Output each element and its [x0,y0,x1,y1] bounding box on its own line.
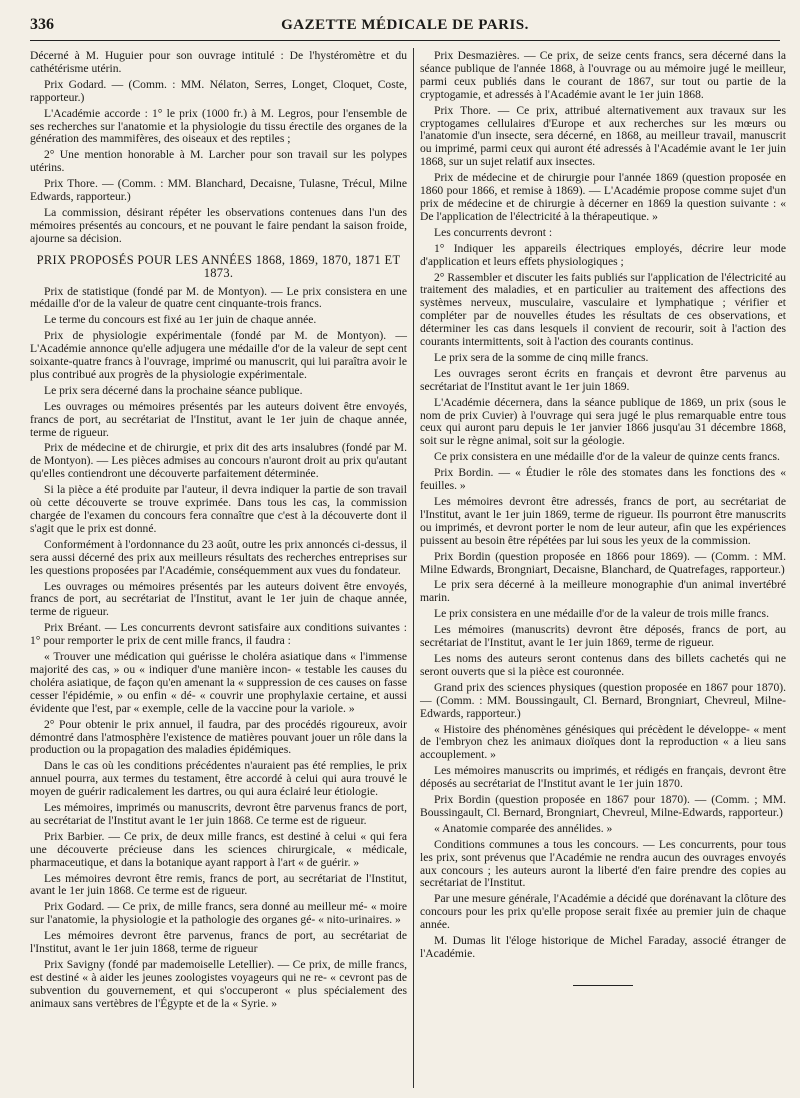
paragraph: Le prix sera décerné dans la prochaine séance publique. [44,383,303,397]
paragraph: Les mémoires devront être remis, francs de port, au secrétariat de l'Institut, avant le 1er juin 1868. Ce terme est de rigueur. [30,871,407,898]
left-column [30,50,407,1014]
paragraph: Les ouvrages ou mémoires présentés par les auteurs doivent être envoyés, francs de port, au secrétariat de l'Institut, avant le 1er juin de chaque année, terme de rigueur. [30,579,407,619]
paragraph: La commission, désirant répéter les observations contenues dans l'un des mémoires présentés au concours, et ne pouvant le faire pendant la saison froide, ajourne sa décision. [30,205,407,245]
column-divider [413,48,414,1088]
paragraph: 2° Pour obtenir le prix annuel, il faudra, par des procédés rigoureux, avoir démontré dans l'atmosphère l'existence de matières pouvant jouer un rôle dans la production ou la propagation des maladies épidémiques. [30,717,407,757]
paragraph: Prix Godard. — (Comm. : MM. Nélaton, Serres, Longet, Cloquet, Coste, rapporteur.) [30,77,407,104]
paragraph: « Trouver une médication qui guérisse le choléra asiatique dans « l'immense majorité des cas, » ou « indiquer d'une manière incon- « testable les causes du choléra asiatique, de façon qu'en amenant la « suppression de ces causes on fasse cesser l'épidémie, » ou enfin « dé- « couvrir une prophylaxie certaine, et aussi évidente que l'est, par « exemple, celle de la vaccine pour la variole. » [30,650,407,715]
paragraph: Les mémoires manuscrits ou imprimés, et rédigés en français, devront être déposés au secrétariat de l'Institut avant le 1er juin 1870. [420,764,786,791]
paragraph: Le prix consistera en une médaille d'or de la valeur de trois mille francs. [434,607,769,621]
paragraph: 1° Indiquer les appareils électriques employés, décrire leur mode d'application et leurs effets physiologiques ; [420,241,786,268]
paragraph: Prix Desmazières. — Ce prix, de seize cents francs, sera décerné dans la séance publique de l'année 1868, à l'ouvrage ou au mémoire jugé le meilleur, parmi ceux publiés dans le courant de 1867, sur tout ou partie de la cryptogamie, et adressés à l'Académie avant le 1er juin 1868. [420,49,786,101]
page-number: 336 [30,16,54,33]
end-rule [573,985,633,986]
paragraph: Si la pièce a été produite par l'auteur, il devra indiquer la partie de son travail où cette découverte se trouve exprimée. Dans tous les cas, la commission chargée de l'examen du concours fera connaître que c'est à la découverte dont il s'agit que le prix est donné. [30,483,407,535]
paragraph: Décerné à M. Huguier pour son ouvrage intitulé : De l'hystéromètre et du cathétérisme utérin. [30,49,407,75]
paragraph: Les noms des auteurs seront contenus dans des billets cachetés qui ne seront ouverts que si la pièce est couronnée. [420,651,786,678]
paragraph: 2° Rassembler et discuter les faits publiés sur l'application de l'électricité au traitement des maladies, et en particulier au traitement des affections des systèmes nerveux, musculaire, vasculaire et lymphatique ; vérifier et compléter par de nouvelles études les résultats de ces observations, et déterminer les cas dans lesquels il convient de recourir, soit à l'action des courants intermittents, soit à l'action des courants continus. [420,270,786,349]
paragraph: Les ouvrages seront écrits en français et devront être parvenus au secrétariat de l'Institut avant le 1er juin 1869. [420,366,786,393]
right-column [420,50,786,986]
paragraph: L'Académie décernera, dans la séance publique de 1869, un prix (sous le nom de prix Cuvier) à l'ouvrage qui sera jugé le plus remarquable entre tous ceux qui auront paru depuis le 1er janvier 1866 jusqu'au 31 décembre 1868, soit sur le règne animal, soit sur la géologie. [420,395,786,448]
paragraph: Prix Bordin. — « Étudier le rôle des stomates dans les fonctions des « feuilles. » [420,466,786,493]
paragraph: Prix Savigny (fondé par mademoiselle Letellier). — Ce prix, de mille francs, est destiné « à aider les jeunes zoologistes voyageurs qui ne re- « cevront pas de subvention du gouvernement, et qui s'occuperont « plus spécialement des animaux sans vertèbres de l'Égypte et de la « Syrie. » [30,958,407,1010]
paragraph: Conditions communes a tous les concours. — Les concurrents, pour tous les prix, sont prévenus que l'Académie ne rendra aucun des ouvrages envoyés aux concours ; les auteurs auront la liberté d'en faire prendre des copies au secrétariat de l'Institut. [420,837,786,890]
paragraph: Prix de médecine et de chirurgie, et prix dit des arts insalubres (fondé par M. de Montyon). — Les pièces admises au concours n'auront droit au prix qu'autant qu'elles contiendront une découverte parfaitement déterminée. [30,441,407,481]
paragraph: 2° Une mention honorable à M. Larcher pour son travail sur les polypes utérins. [30,148,407,175]
paragraph: Les concurrents devront : [434,225,553,239]
paragraph: Les mémoires devront être parvenus, francs de port, au secrétariat de l'Institut, avant le 1er juin 1868, terme de rigueur [30,929,407,956]
paragraph: Prix de physiologie expérimentale (fondé par M. de Montyon). — L'Académie annonce qu'elle adjugera une médaille d'or de la valeur de sept cent soixante-quatre francs à l'ouvrage, imprimé ou manuscrit, qui lui paraîtra avoir le plus contribué aux progrès de la physiologie expérimentale. [30,329,407,381]
paragraph: Le terme du concours est fixé au 1er juin de chaque année. [44,313,317,327]
paragraph: Les mémoires (manuscrits) devront être déposés, francs de port, au secrétariat de l'Institut, avant le 1er juin 1869, terme de rigueur. [420,623,786,650]
paragraph: Les mémoires devront être adressés, francs de port, au secrétariat de l'Institut, avant le 1er juin 1869, terme de rigueur. Ils pourront être manuscrits ou imprimés, et devront porter le nom de leur auteur, afin que les expériences puissent au besoin être répétées par lui sous les yeux de la commission. [420,495,786,547]
paragraph: « Anatomie comparée des annélides. » [434,821,613,835]
section-heading: PRIX PROPOSÉS POUR LES ANNÉES 1868, 1869, 1870, 1871 ET 1873. [36,252,401,280]
paragraph: « Histoire des phénomènes génésiques qui précèdent le développe- « ment de l'embryon chez les animaux dioïques dont la reproduction « a lieu sans accouplement. » [420,722,786,762]
paragraph: Prix Thore. — (Comm. : MM. Blanchard, Decaisne, Tulasne, Trécul, Milne Edwards, rapporteur.) [30,177,407,204]
paragraph: Prix Godard. — Ce prix, de mille francs, sera donné au meilleur mé- « moire sur l'anatomie, la physiologie et la pathologie des organes gé- « nito-urinaires. » [30,900,407,927]
paragraph: Prix Barbier. — Ce prix, de deux mille francs, est destiné à celui « qui fera une découverte précieuse dans les sciences chirurgicale, « médicale, pharmaceutique, et dans la botanique ayant rapport à l'art « de guérir. » [30,829,407,869]
paragraph: Conformément à l'ordonnance du 23 août, outre les prix annoncés ci-dessus, il sera aussi décerné des prix aux meilleurs résultats des recherches entreprises sur les questions proposées par l'Académie, conséquemment aux vues du fondateur. [30,537,408,577]
paragraph: Dans le cas où les conditions précédentes n'auraient pas été remplies, le prix annuel pourra, aux termes du testament, être accordé à celui qui aura trouvé le moyen de guérir radicalement les dartres, ou qui aura éclairé leur étiologie. [30,759,407,799]
paragraph: L'Académie accorde : 1° le prix (1000 fr.) à M. Legros, pour l'ensemble de ses recherches sur l'anatomie et la physiologie du tissu érectile des organes de la génération des mammifères, des oiseaux et des reptiles ; [30,106,407,146]
paragraph: Prix Bordin (question proposée en 1867 pour 1870). — (Comm. ; MM. Boussingault, Cl. Bernard, Brongniart, Chevreul, Milne-Edwards, rapporteur.) [420,793,786,819]
paragraph: Prix Bordin (question proposée en 1866 pour 1869). — (Comm. : MM. Milne Edwards, Brongniart, Decaisne, Blanchard, de Quatrefages, rapporteur.) [420,549,786,576]
paragraph: M. Dumas lit l'éloge historique de Michel Faraday, associé étranger de l'Académie. [420,934,786,960]
running-title: GAZETTE MÉDICALE DE PARIS. [281,17,529,33]
paragraph: Les ouvrages ou mémoires présentés par les auteurs doivent être envoyés, francs de port, au secrétariat de l'Institut, avant le 1er juin de chaque année, terme de rigueur. [30,399,407,439]
paragraph: Grand prix des sciences physiques (question proposée en 1867 pour 1870). — (Comm. : MM. Boussingault, Cl. Bernard, Brongniart, Chevreul, Milne-Edwards, rapporteur.) [420,680,786,720]
paragraph: Ce prix consistera en une médaille d'or de la valeur de quinze cents francs. [434,450,780,464]
paragraph: Prix de médecine et de chirurgie pour l'année 1869 (question proposée en 1860 pour 1866, et remise à 1869). — L'Académie propose comme sujet d'un prix de médecine et de chirurgie à décerner en 1869 la question suivante : « De l'application de l'électricité à la thérapeutique. » [420,171,786,223]
paragraph: Prix Thore. — Ce prix, attribué alternativement aux travaux sur les cryptogames cellulaires d'Europe et aux recherches sur les mœurs ou l'anatomie d'un insecte, sera décerné, en 1868, au meilleur travail, manuscrit ou imprimé, parmi ceux qui auront été adressés à l'Académie avant le 1er juin 1868, sur un sujet relatif aux insectes. [420,103,786,169]
paragraph: Le prix sera de la somme de cinq mille francs. [434,350,649,364]
paragraph: Par une mesure générale, l'Académie a décidé que dorénavant la clôture des concours pour les prix qu'elle propose serait fixée au premier juin de chaque année. [420,892,786,932]
paragraph: Prix Bréant. — Les concurrents devront satisfaire aux conditions suivantes : 1° pour remporter le prix de cent mille francs, il faudra : [30,621,407,648]
paragraph: Le prix sera décerné à la meilleure monographie d'un animal invertébré marin. [420,578,786,605]
paragraph: Prix de statistique (fondé par M. de Montyon). — Le prix consistera en une médaille d'or de la valeur de quatre cent cinquante-trois francs. [30,284,407,311]
paragraph: Les mémoires, imprimés ou manuscrits, devront être parvenus francs de port, au secrétariat de l'Institut avant le 1er juin 1868. Ce terme est de rigueur. [30,801,407,827]
page-header [30,14,780,41]
